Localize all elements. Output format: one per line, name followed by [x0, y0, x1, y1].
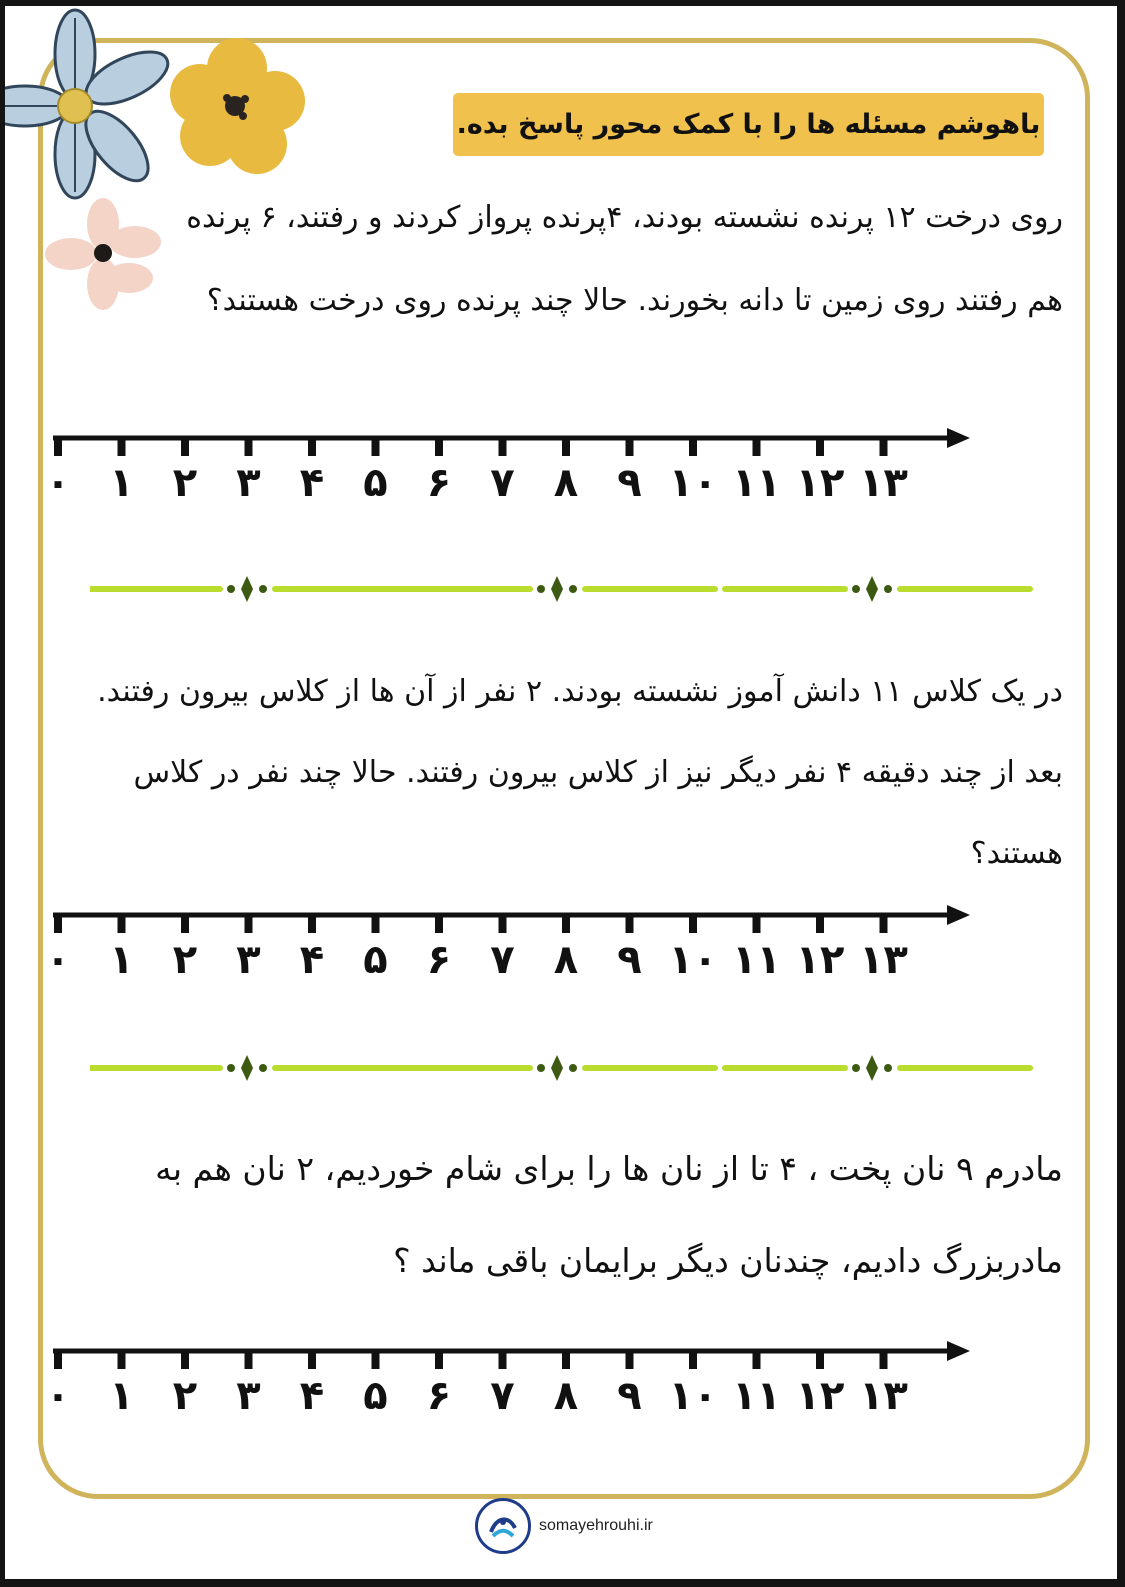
footer [475, 1496, 653, 1556]
diamond-ornament-icon [227, 576, 267, 602]
problem-3-text: مادرم ۹ نان پخت ، ۴ تا از نان ها را برای شام خوردیم، ۲ نان هم به مادربزرگ دادیم، چندنان دیگر برایمان باقی ماند ؟ [155, 1149, 1063, 1280]
number-line-label: ۶ [426, 460, 452, 506]
number-line-label: ۱۱ [732, 937, 781, 983]
problem-1-text: روی درخت ۱۲ پرنده نشسته بودند، ۴پرنده پرواز کردند و رفتند، ۶ پرنده هم رفتند روی زمین تا دانه بخورند. حالا چند پرنده روی درخت هستند؟ [186, 200, 1063, 318]
blue-flower-icon [5, 10, 175, 198]
number-line-label: ۲ [172, 937, 198, 983]
number-line-1 [45, 418, 985, 510]
website-url: somayehrouhi.ir [539, 1517, 653, 1534]
number-line-label: ۱ [109, 460, 134, 506]
problem-2-text: در یک کلاس ۱۱ دانش آموز نشسته بودند. ۲ نفر از آن ها از کلاس بیرون رفتند. بعد از چند دقیقه ۴ نفر دیگر نیز از کلاس بیرون رفتند. حالا چند نفر در کلاس هستند؟ [97, 674, 1063, 871]
pink-flower-icon [45, 198, 161, 310]
number-line-label: ۱۳ [859, 1373, 908, 1419]
number-line-label: ۱۰ [668, 460, 718, 506]
number-line-3 [45, 1331, 985, 1423]
number-line-label: ۱ [109, 1373, 134, 1419]
number-line-label: ۱۱ [732, 460, 781, 506]
number-line-label: ۷ [490, 1373, 515, 1419]
number-line-label: ۱۱ [732, 1373, 781, 1419]
number-line-label: ۸ [553, 460, 579, 506]
instruction-title: باهوشم مسئله ها را با کمک محور پاسخ بده. [453, 93, 1044, 156]
number-line-label: ۰ [45, 1373, 71, 1419]
number-line-label: ۱۲ [795, 1373, 845, 1419]
number-line-label: ۱ [109, 937, 134, 983]
number-line-label: ۵ [363, 937, 388, 983]
number-line-label: ۶ [426, 1373, 452, 1419]
number-line-label: ۱۲ [795, 460, 845, 506]
number-line-label: ۷ [490, 937, 515, 983]
number-line-label: ۵ [363, 460, 388, 506]
number-line-label: ۸ [553, 1373, 579, 1419]
number-line-label: ۵ [363, 1373, 388, 1419]
number-line-label: ۱۰ [668, 1373, 718, 1419]
diamond-ornament-icon [852, 576, 892, 602]
number-line-label: ۱۳ [859, 460, 908, 506]
yellow-flower-icon [170, 38, 305, 174]
brand-logo-icon [475, 1498, 531, 1554]
number-line-label: ۱۳ [859, 937, 908, 983]
number-line-label: ۱۲ [795, 937, 845, 983]
number-line-label: ۳ [236, 937, 261, 983]
number-line-label: ۳ [236, 460, 261, 506]
arrow-head-icon [947, 905, 970, 925]
ornamental-divider [90, 574, 1040, 604]
number-line-label: ۱۰ [668, 937, 718, 983]
number-line-label: ۹ [617, 1373, 642, 1419]
number-line-label: ۴ [299, 460, 325, 506]
number-line-label: ۰ [45, 460, 71, 506]
number-line-label: ۰ [45, 937, 71, 983]
number-line-label: ۴ [299, 1373, 325, 1419]
number-line-label: ۲ [172, 1373, 198, 1419]
number-line-label: ۶ [426, 937, 452, 983]
diamond-ornament-icon [537, 1055, 577, 1081]
number-line-label: ۹ [617, 937, 642, 983]
number-line-label: ۹ [617, 460, 642, 506]
diamond-ornament-icon [852, 1055, 892, 1081]
arrow-head-icon [947, 428, 970, 448]
number-line-label: ۴ [299, 937, 325, 983]
number-line-label: ۲ [172, 460, 198, 506]
number-line-2 [45, 895, 985, 987]
worksheet-page [5, 6, 1117, 1579]
diamond-ornament-icon [227, 1055, 267, 1081]
arrow-head-icon [947, 1341, 970, 1361]
number-line-label: ۷ [490, 460, 515, 506]
ornamental-divider [90, 1053, 1040, 1083]
number-line-label: ۸ [553, 937, 579, 983]
number-line-label: ۳ [236, 1373, 261, 1419]
diamond-ornament-icon [537, 576, 577, 602]
